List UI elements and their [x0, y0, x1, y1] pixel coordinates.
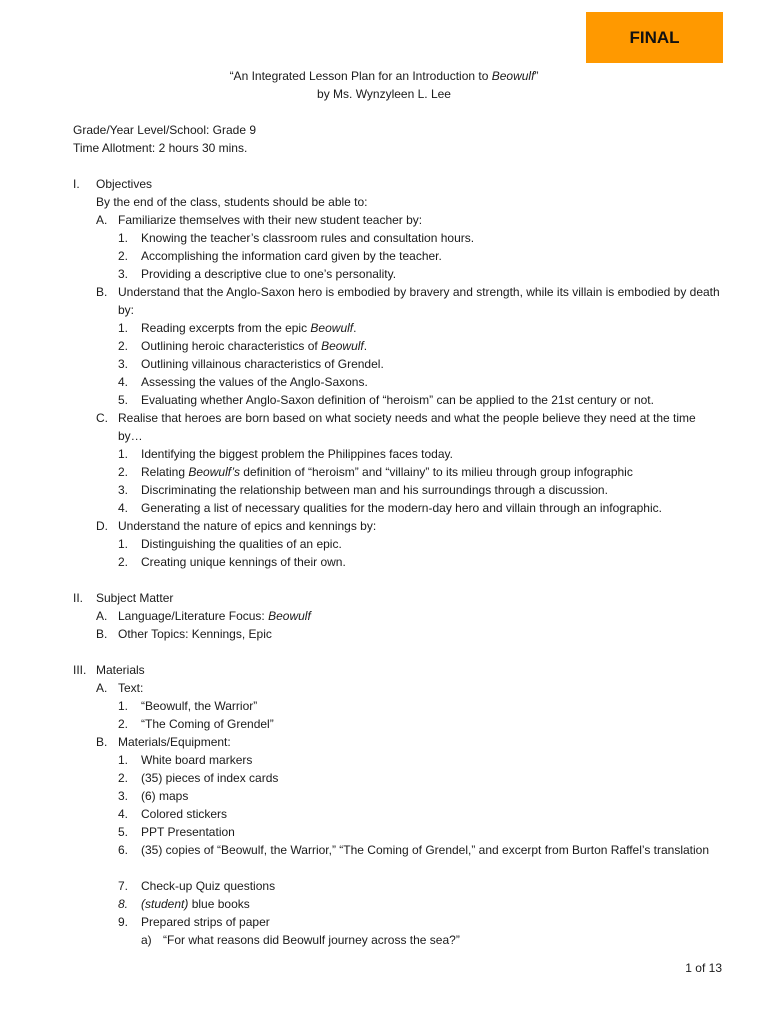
list-item: Relating Beowulf’s definition of “heroism” and “villainy” to its milieu through group infographic	[141, 465, 633, 479]
item-letter: B.	[96, 285, 108, 299]
list-item: (35) pieces of index cards	[141, 771, 279, 785]
item-number: 6.	[118, 843, 129, 857]
list-item: Accomplishing the information card given by the teacher.	[141, 249, 442, 263]
item-letter: A.	[96, 213, 108, 227]
grade-level: Grade/Year Level/School: Grade 9	[73, 123, 257, 137]
section-title: Materials	[96, 663, 145, 677]
text-heading: Text:	[118, 681, 144, 695]
item-number: 1.	[118, 699, 129, 713]
list-item: “The Coming of Grendel”	[141, 717, 274, 731]
title-italic: Beowulf	[491, 69, 535, 83]
list-item: Identifying the biggest problem the Philippines faces today.	[141, 447, 453, 461]
page-number: 1 of 13	[685, 961, 722, 975]
objective-a: Familiarize themselves with their new student teacher by:	[118, 213, 423, 227]
item-number: 2.	[118, 465, 129, 479]
objective-d: Understand the nature of epics and kennings by:	[118, 519, 377, 533]
item-number: 9.	[118, 915, 129, 929]
byline: by Ms. Wynzyleen L. Lee	[317, 87, 451, 101]
item-number: 8.	[118, 897, 129, 911]
list-item: (student) blue books	[141, 897, 250, 911]
item-number: 1.	[118, 537, 129, 551]
item-number: 4.	[118, 807, 129, 821]
item-number: 3.	[118, 267, 129, 281]
item-number: 2.	[118, 555, 129, 569]
item-number: 1.	[118, 231, 129, 245]
item-letter: A.	[96, 681, 108, 695]
item-letter: D.	[96, 519, 108, 533]
list-item: Reading excerpts from the epic Beowulf.	[141, 321, 357, 335]
objectives-intro: By the end of the class, students should be able to:	[96, 195, 368, 209]
title-line	[0, 67, 768, 85]
list-item: Outlining heroic characteristics of Beowulf.	[141, 339, 368, 353]
list-item: Colored stickers	[141, 807, 228, 821]
list-item: Discriminating the relationship between man and his surroundings through a discussion.	[141, 483, 608, 497]
item-letter: A.	[96, 609, 108, 623]
item-number: 4.	[118, 501, 129, 515]
objective-c: Realise that heroes are born based on what society needs and what the people believe they need at the time by…	[118, 411, 696, 443]
list-item: White board markers	[141, 753, 253, 767]
literature-focus: Language/Literature Focus: Beowulf	[118, 609, 311, 623]
item-number: 1.	[118, 753, 129, 767]
section-title: Subject Matter	[96, 591, 174, 605]
item-number: 5.	[118, 393, 129, 407]
list-item: (6) maps	[141, 789, 189, 803]
item-number: 2.	[118, 249, 129, 263]
item-number: 2.	[118, 339, 129, 353]
list-item: Creating unique kennings of their own.	[141, 555, 346, 569]
document-title	[0, 67, 768, 103]
list-item: “For what reasons did Beowulf journey across the sea?”	[163, 933, 460, 947]
list-item: Check-up Quiz questions	[141, 879, 276, 893]
section-number: I.	[73, 177, 80, 191]
other-topics: Other Topics: Kennings, Epic	[118, 627, 272, 641]
objective-b: Understand that the Anglo-Saxon hero is embodied by bravery and strength, while its villain is embodied by death by:	[118, 285, 720, 317]
item-number: 1.	[118, 447, 129, 461]
final-badge-label: FINAL	[629, 27, 680, 47]
list-item: PPT Presentation	[141, 825, 235, 839]
item-letter: B.	[96, 627, 108, 641]
item-number: 7.	[118, 879, 129, 893]
section-number: III.	[73, 663, 87, 677]
title-suffix: ”	[534, 69, 539, 83]
item-number: 5.	[118, 825, 129, 839]
final-badge	[586, 12, 723, 63]
list-item: Distinguishing the qualities of an epic.	[141, 537, 342, 551]
list-item: Assessing the values of the Anglo-Saxons.	[141, 375, 368, 389]
item-letter: B.	[96, 735, 108, 749]
item-number: 2.	[118, 717, 129, 731]
item-number: 3.	[118, 789, 129, 803]
item-number: 1.	[118, 321, 129, 335]
list-item: (35) copies of “Beowulf, the Warrior,” “The Coming of Grendel,” and excerpt from Burton Raffel’s translation	[141, 843, 710, 857]
section-number: II.	[73, 591, 84, 605]
item-number: 3.	[118, 483, 129, 497]
title-prefix: “An Integrated Lesson Plan for an Introduction to	[229, 69, 492, 83]
time-allotment: Time Allotment: 2 hours 30 mins.	[73, 141, 248, 155]
item-number: 2.	[118, 771, 129, 785]
item-letter: C.	[96, 411, 108, 425]
list-item: Providing a descriptive clue to one’s personality.	[141, 267, 397, 281]
list-item: Knowing the teacher’s classroom rules and consultation hours.	[141, 231, 475, 245]
list-item: Generating a list of necessary qualities for the modern-day hero and villain through an infographic.	[141, 501, 662, 515]
section-title: Objectives	[96, 177, 153, 191]
list-item: Evaluating whether Anglo-Saxon definition of “heroism” can be applied to the 21st century or not.	[141, 393, 654, 407]
list-item: Outlining villainous characteristics of Grendel.	[141, 357, 384, 371]
list-item: Prepared strips of paper	[141, 915, 270, 929]
materials-heading: Materials/Equipment:	[118, 735, 231, 749]
list-item: “Beowulf, the Warrior”	[141, 699, 258, 713]
meta-info	[73, 121, 256, 157]
item-number: 4.	[118, 375, 129, 389]
item-number: 3.	[118, 357, 129, 371]
sub-item-letter: a)	[141, 933, 152, 947]
